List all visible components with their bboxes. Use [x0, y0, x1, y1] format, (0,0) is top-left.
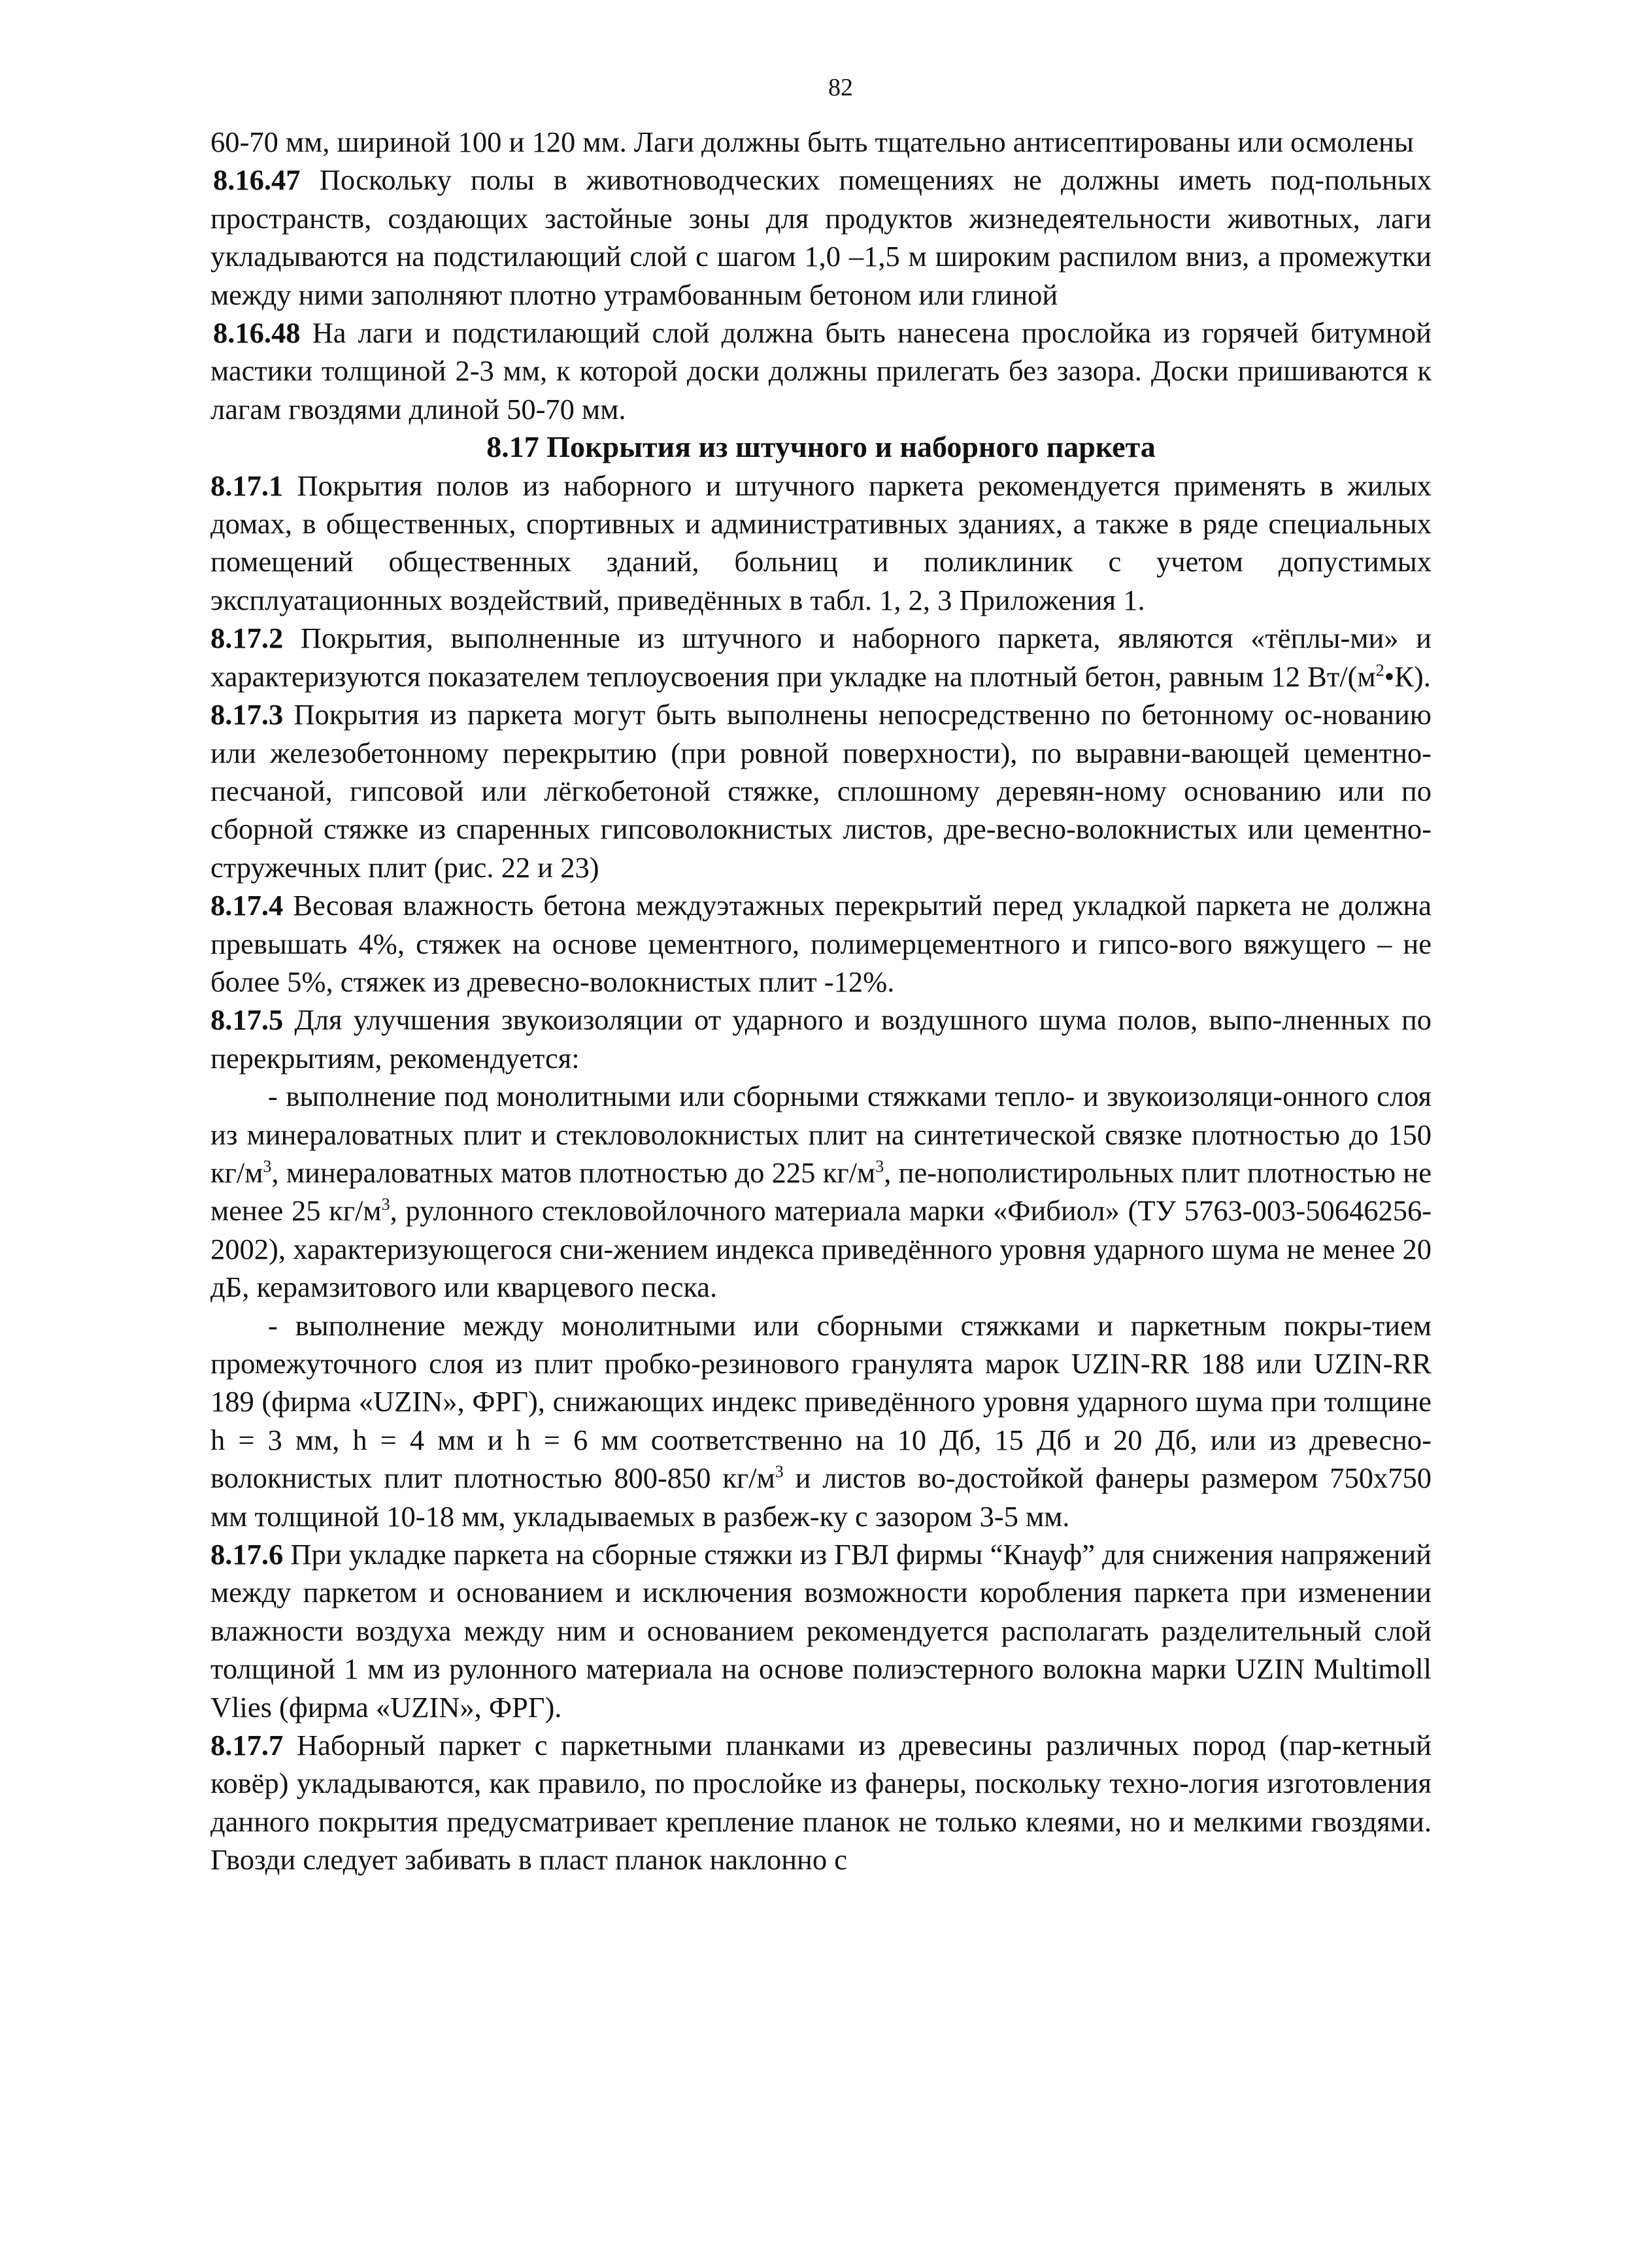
- superscript: 2: [1375, 660, 1384, 680]
- superscript: 3: [775, 1462, 784, 1482]
- list-item-text: - выполнение под монолитными или сборными стяжками тепло- и звукоизоляци-онного слоя из минераловатных плит и стекловолокнистых плит на синтетической связке плотностью до 150 кг/м: [210, 1080, 1432, 1189]
- clause-text: •К).: [1384, 659, 1431, 693]
- paragraph-continuation: [210, 123, 1432, 161]
- clause-text: Покрытия, выполненные из штучного и наборного паркета, являются «тёплы-ми» и характеризуются показателем теплоусвоения при укладке на плотный бетон, равным 12 Вт/(м: [210, 622, 1432, 693]
- clause-number: 8.17.3: [210, 698, 284, 731]
- clause-8-17-3: [210, 695, 1432, 886]
- superscript: 3: [263, 1157, 272, 1176]
- clause-number: 8.16.47: [213, 163, 301, 197]
- clause-text: Для улучшения звукоизоляции от ударного и воздушного шума полов, выпо-лненных по перекрытиям, рекомендуется:: [210, 1003, 1432, 1075]
- clause-8-17-4: [210, 886, 1432, 1001]
- list-item-text: - выполнение между монолитными или сборными стяжками и паркетным покры-тием промежуточного слоя из плит пробко-резинового гранулята марок UZIN-RR 188 или UZIN-RR 189 (фирма «UZIN», ФРГ), снижающих индекс приведённого уровня ударного шума при толщине h = 3 мм, h = 4 мм и h = 6 мм соответственно на 10 Дб, 15 Дб и 20 Дб, или из древесно-волокнистых плит плотностью 800-850 кг/м: [210, 1309, 1432, 1495]
- clause-8-17-5: [210, 1001, 1432, 1077]
- list-item-text: , минераловатных матов плотностью до 225 кг/м: [271, 1156, 876, 1189]
- superscript: 3: [875, 1157, 884, 1176]
- clause-number: 8.17.4: [210, 889, 284, 922]
- page-number: 82: [828, 74, 853, 101]
- clause-8-16-47: [210, 161, 1432, 314]
- clause-number: 8.17.5: [210, 1003, 284, 1037]
- clause-text: Весовая влажность бетона междуэтажных перекрытий перед укладкой паркета не должна превышать 4%, стяжек на основе цементного, полимерцементного и гипсо-вого вяжущего – не более 5%, стяжек из древесно-волокнистых плит -12%.: [210, 889, 1432, 998]
- clause-8-17-2: [210, 619, 1432, 695]
- clause-text: Покрытия из паркета могут быть выполнены непосредственно по бетонному ос-нованию или железобетонному перекрытию (при ровной поверхности), по выравни-вающей цементно-песчаной, гипсовой или лёгкобетоной стяжке, сплошному деревян-ному основанию или по сборной стяжке из спаренных гипсоволокнистых листов, дре-весно-волокнистых или цементно-стружечных плит (рис. 22 и 23): [210, 698, 1432, 884]
- list-item-text: и листов во-достойкой фанеры размером 750х750 мм толщиной 10-18 мм, укладываемых в разбеж-ку с зазором 3-5 мм.: [210, 1461, 1432, 1533]
- list-item: [210, 1307, 1432, 1535]
- list-item-text: , пе-нополистирольных плит плотностью не менее 25 кг/м: [210, 1156, 1432, 1227]
- clause-text: Поскольку полы в животноводческих помещениях не должны иметь под-польных пространств, создающих застойные зоны для продуктов жизнедеятельности животных, лаги укладываются на подстилающий слой с шагом 1,0 –1,5 м широким распилом вниз, а промежутки между ними заполняют плотно утрамбованным бетоном или глиной: [210, 163, 1432, 311]
- list-item: [210, 1077, 1432, 1306]
- clause-number: 8.17.6: [210, 1538, 284, 1571]
- superscript: 3: [381, 1195, 390, 1214]
- clause-8-17-7: [210, 1726, 1432, 1879]
- list-item-text: , рулонного стекловойлочного материала марки «Фибиол» (ТУ 5763-003-50646256-2002), характеризующегося сни-жением индекса приведённого уровня ударного шума не менее 20 дБ, керамзитового или кварцевого песка.: [210, 1194, 1432, 1304]
- clause-8-16-48: [210, 314, 1432, 428]
- clause-8-17-6: [210, 1535, 1432, 1726]
- document-page: [210, 72, 1432, 1879]
- clause-text: На лаги и подстилающий слой должна быть нанесена прослойка из горячей битумной мастики толщиной 2-3 мм, к которой доски должны прилегать без зазора. Доски пришиваются к лагам гвоздями длиной 50-70 мм.: [210, 316, 1432, 425]
- clause-number: 8.16.48: [213, 316, 301, 350]
- clause-number: 8.17.1: [210, 469, 284, 502]
- paragraph-text: 60-70 мм, шириной 100 и 120 мм. Лаги должны быть тщательно антисептированы или осмолены: [210, 125, 1414, 158]
- clause-text: При укладке паркета на сборные стяжки из ГВЛ фирмы “Кнауф” для снижения напряжений между паркетом и основанием и исключения возможности коробления паркета при изменении влажности воздуха между ним и основанием рекомендуется располагать разделительный слой толщиной 1 мм из рулонного материала на основе полиэстерного волокна марки UZIN Multimoll Vlies (фирма «UZIN», ФРГ).: [210, 1538, 1432, 1724]
- clause-number: 8.17.2: [210, 622, 284, 655]
- clause-number: 8.17.7: [210, 1729, 284, 1762]
- clause-text: Покрытия полов из наборного и штучного паркета рекомендуется применять в жилых домах, в общественных, спортивных и административных зданиях, а также в ряде специальных помещений общественных зданий, больниц и поликлиник с учетом допустимых эксплуатационных воздействий, приведённых в табл. 1, 2, 3 Приложения 1.: [210, 469, 1432, 616]
- section-heading: 8.17 Покрытия из штучного и наборного паркета: [486, 430, 1156, 464]
- clause-text: Наборный паркет с паркетными планками из древесины различных пород (пар-кетный ковёр) укладываются, как правило, по прослойке из фанеры, поскольку техно-логия изготовления данного покрытия предусматривает крепление планок не только клеями, но и мелкими гвоздями. Гвозди следует забивать в пласт планок наклонно с: [210, 1729, 1432, 1876]
- clause-8-17-1: [210, 467, 1432, 620]
